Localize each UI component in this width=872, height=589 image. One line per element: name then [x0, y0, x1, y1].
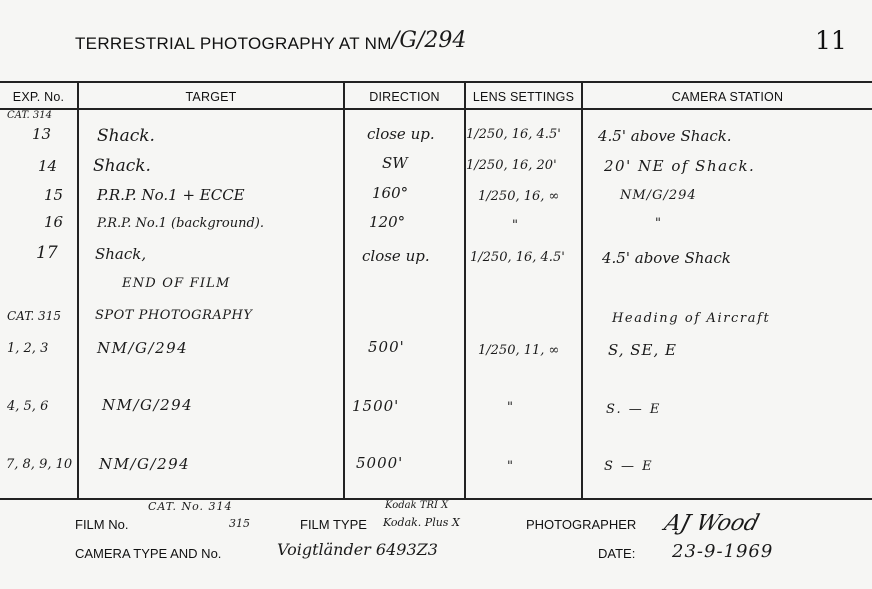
exp-cell: 7, 8, 9, 10	[6, 457, 73, 472]
header-exp-no: EXP. No.	[12, 90, 65, 104]
exp-cell: 4, 5, 6	[7, 399, 49, 414]
exp-cell: CAT. 314	[7, 110, 52, 121]
target-cell: Shack,	[95, 245, 147, 263]
station-cell: Heading of Aircraft	[612, 311, 771, 326]
header-bottom-rule	[0, 108, 872, 110]
film-no-label: FILM No.	[75, 517, 129, 532]
direction-cell: 1500'	[352, 397, 400, 415]
lens-cell: "	[507, 459, 513, 474]
camera-type-label: CAMERA TYPE AND No.	[75, 546, 222, 561]
title-handwritten: /G/294	[392, 28, 467, 53]
direction-cell: 5000'	[356, 454, 404, 472]
target-cell: P.R.P. No.1 (background).	[97, 216, 264, 231]
direction-cell: 160°	[372, 184, 409, 202]
title-printed: TERRESTRIAL PHOTOGRAPHY AT NM	[75, 34, 392, 53]
lens-cell: 1/250, 16, 4.5'	[470, 250, 565, 265]
header-target: TARGET	[185, 90, 237, 104]
exp-cell: 1, 2, 3	[7, 341, 49, 356]
direction-cell: close up.	[362, 247, 430, 265]
exp-cell: 17	[36, 243, 58, 263]
target-cell: NM/G/294	[99, 455, 191, 473]
col-divider-3	[464, 81, 466, 500]
film-type-value: Kodak. Plus X	[383, 516, 460, 529]
lens-cell: 1/250, 16, ∞	[478, 189, 560, 204]
station-cell: 4.5' above Shack.	[598, 127, 732, 145]
col-divider-2	[343, 81, 345, 500]
photographer-signature: AJ Wood	[661, 511, 762, 536]
header-direction: DIRECTION	[369, 90, 440, 104]
lens-cell: "	[507, 400, 513, 415]
film-type-value: Kodak TRI X	[385, 500, 449, 511]
photographer-label: PHOTOGRAPHER	[526, 517, 637, 532]
target-cell: Shack.	[93, 156, 151, 176]
station-cell: S. — E	[606, 402, 662, 417]
exp-cell: 14	[38, 157, 58, 175]
exp-cell: 16	[44, 213, 64, 231]
direction-cell: 120°	[369, 213, 406, 231]
end-of-film-note: END OF FILM	[122, 276, 231, 291]
station-cell: 20' NE of Shack.	[604, 157, 756, 175]
target-cell: NM/G/294	[97, 339, 189, 357]
header-lens-settings: LENS SETTINGS	[472, 90, 575, 104]
card-number: 11	[815, 26, 847, 55]
date-value: 23-9-1969	[672, 541, 774, 562]
station-cell: S — E	[604, 459, 654, 474]
station-cell: S, SE, E	[608, 341, 677, 359]
film-type-label: FILM TYPE	[300, 517, 367, 532]
col-divider-4	[581, 81, 583, 500]
target-cell: SPOT PHOTOGRAPHY	[95, 308, 253, 323]
lens-cell: 1/250, 16, 4.5'	[466, 127, 561, 142]
camera-type-value: Voigtländer 6493Z3	[277, 540, 438, 559]
film-no-value: 315	[229, 517, 250, 530]
header-camera-station: CAMERA STATION	[671, 90, 784, 104]
direction-cell: SW	[382, 154, 408, 172]
lens-cell: "	[512, 218, 518, 233]
station-cell: NM/G/294	[620, 188, 697, 203]
date-label: DATE:	[598, 546, 636, 561]
station-cell: "	[655, 216, 661, 231]
exp-cell: 15	[44, 186, 64, 204]
target-cell: P.R.P. No.1 + ECCE	[97, 186, 245, 204]
target-cell: Shack.	[97, 126, 155, 146]
exp-cell: CAT. 315	[7, 309, 61, 323]
target-cell: NM/G/294	[102, 396, 194, 414]
station-cell: 4.5' above Shack	[602, 249, 731, 267]
film-no-value: CAT. No. 314	[148, 500, 233, 513]
direction-cell: 500'	[368, 338, 405, 356]
direction-cell: close up.	[367, 125, 435, 143]
lens-cell: 1/250, 16, 20'	[466, 158, 557, 173]
exp-cell: 13	[32, 125, 52, 143]
lens-cell: 1/250, 11, ∞	[478, 343, 560, 358]
card-title	[75, 34, 392, 54]
col-divider-1	[77, 81, 79, 500]
table-top-rule	[0, 81, 872, 83]
